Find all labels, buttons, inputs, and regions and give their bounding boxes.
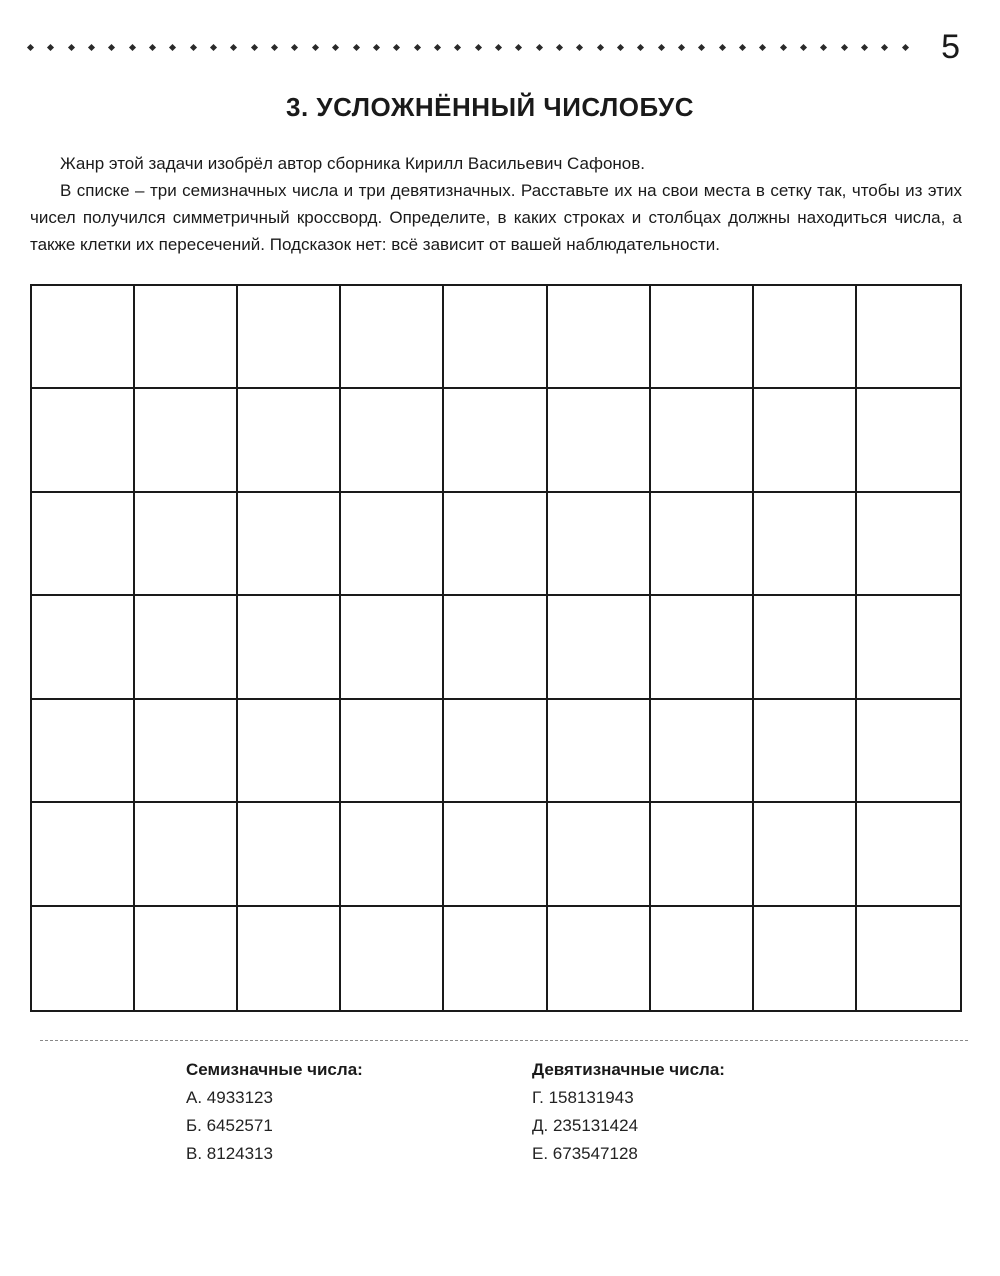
page-number: 5 xyxy=(941,28,960,66)
decorative-dot xyxy=(454,43,461,50)
list-item: А. 4933123 xyxy=(186,1088,273,1107)
grid-cell[interactable] xyxy=(238,493,341,596)
grid-cell[interactable] xyxy=(32,286,135,389)
grid-cell[interactable] xyxy=(444,389,547,492)
grid-cell[interactable] xyxy=(548,389,651,492)
grid-cell[interactable] xyxy=(444,803,547,906)
decorative-dot xyxy=(47,43,54,50)
decorative-dots-row xyxy=(28,40,908,54)
grid-cell[interactable] xyxy=(548,286,651,389)
grid-cell[interactable] xyxy=(857,389,960,492)
grid-cell[interactable] xyxy=(32,596,135,699)
decorative-dot xyxy=(434,43,441,50)
decorative-dot xyxy=(841,43,848,50)
grid-cell[interactable] xyxy=(754,286,857,389)
decorative-dot xyxy=(515,43,522,50)
grid-cell[interactable] xyxy=(238,907,341,1010)
nine-digit-list xyxy=(532,1056,725,1168)
decorative-dot xyxy=(88,43,95,50)
decorative-dot xyxy=(719,43,726,50)
grid-cell[interactable] xyxy=(341,389,444,492)
grid-cell[interactable] xyxy=(135,286,238,389)
decorative-dot xyxy=(597,43,604,50)
grid-cell[interactable] xyxy=(857,803,960,906)
decorative-dot xyxy=(861,43,868,50)
decorative-dot xyxy=(312,43,319,50)
decorative-dot xyxy=(129,43,136,50)
grid-cell[interactable] xyxy=(341,907,444,1010)
decorative-dot xyxy=(332,43,339,50)
grid-cell[interactable] xyxy=(754,803,857,906)
grid-cell[interactable] xyxy=(444,700,547,803)
grid-cell[interactable] xyxy=(444,907,547,1010)
grid-cell[interactable] xyxy=(754,907,857,1010)
grid-cell[interactable] xyxy=(857,700,960,803)
decorative-dot xyxy=(475,43,482,50)
decorative-dot xyxy=(68,43,75,50)
grid-cell[interactable] xyxy=(135,596,238,699)
grid-cell[interactable] xyxy=(651,700,754,803)
list-item: Б. 6452571 xyxy=(186,1116,273,1135)
decorative-dot xyxy=(108,43,115,50)
decorative-dot xyxy=(678,43,685,50)
grid-cell[interactable] xyxy=(238,700,341,803)
grid-cell[interactable] xyxy=(341,700,444,803)
grid-cell[interactable] xyxy=(32,493,135,596)
grid-cell[interactable] xyxy=(341,493,444,596)
decorative-dot xyxy=(230,43,237,50)
decorative-dot xyxy=(800,43,807,50)
decorative-dot xyxy=(291,43,298,50)
decorative-dot xyxy=(271,43,278,50)
grid-cell[interactable] xyxy=(548,596,651,699)
grid-cell[interactable] xyxy=(548,493,651,596)
list-item: Е. 673547128 xyxy=(532,1144,638,1163)
grid-cell[interactable] xyxy=(341,803,444,906)
decorative-dot xyxy=(902,43,909,50)
grid-cell[interactable] xyxy=(341,286,444,389)
grid-cell[interactable] xyxy=(444,493,547,596)
decorative-dot xyxy=(536,43,543,50)
decorative-dot xyxy=(413,43,420,50)
nine-digit-heading: Девятизначные числа: xyxy=(532,1060,725,1079)
grid-cell[interactable] xyxy=(857,596,960,699)
decorative-dot xyxy=(251,43,258,50)
grid-cell[interactable] xyxy=(754,596,857,699)
grid-cell[interactable] xyxy=(135,907,238,1010)
grid-cell[interactable] xyxy=(857,286,960,389)
grid-cell[interactable] xyxy=(651,493,754,596)
grid-cell[interactable] xyxy=(32,389,135,492)
decorative-dot xyxy=(149,43,156,50)
grid-cell[interactable] xyxy=(651,803,754,906)
decorative-dot xyxy=(169,43,176,50)
list-item: Д. 235131424 xyxy=(532,1116,639,1135)
grid-cell[interactable] xyxy=(135,389,238,492)
grid-cell[interactable] xyxy=(238,596,341,699)
decorative-dot xyxy=(780,43,787,50)
grid-cell[interactable] xyxy=(548,803,651,906)
grid-cell[interactable] xyxy=(238,389,341,492)
decorative-dot xyxy=(881,43,888,50)
grid-cell[interactable] xyxy=(238,286,341,389)
decorative-dot xyxy=(759,43,766,50)
grid-cell[interactable] xyxy=(32,907,135,1010)
decorative-dot xyxy=(739,43,746,50)
decorative-dot xyxy=(373,43,380,50)
grid-cell[interactable] xyxy=(444,596,547,699)
decorative-dot xyxy=(210,43,217,50)
decorative-dot xyxy=(637,43,644,50)
list-item: Г. 158131943 xyxy=(532,1088,634,1107)
decorative-dot xyxy=(617,43,624,50)
decorative-dot xyxy=(556,43,563,50)
grid-cell[interactable] xyxy=(444,286,547,389)
decorative-dot xyxy=(393,43,400,50)
grid-cell[interactable] xyxy=(341,596,444,699)
page-title: 3. УСЛОЖНЁННЫЙ ЧИСЛОБУС xyxy=(286,92,694,122)
grid-cell[interactable] xyxy=(754,700,857,803)
grid-cell[interactable] xyxy=(135,803,238,906)
grid-cell[interactable] xyxy=(135,493,238,596)
grid-cell[interactable] xyxy=(651,389,754,492)
intro-text xyxy=(30,150,962,258)
decorative-dot xyxy=(27,43,34,50)
grid-cell[interactable] xyxy=(651,907,754,1010)
decorative-dot xyxy=(576,43,583,50)
decorative-dot xyxy=(190,43,197,50)
dashed-separator xyxy=(40,1040,968,1041)
seven-digit-heading: Семизначные числа: xyxy=(186,1060,363,1079)
grid-cell[interactable] xyxy=(651,286,754,389)
list-item: В. 8124313 xyxy=(186,1144,273,1163)
decorative-dot xyxy=(352,43,359,50)
grid-cell[interactable] xyxy=(754,389,857,492)
decorative-dot xyxy=(495,43,502,50)
decorative-dot xyxy=(698,43,705,50)
intro-paragraph-author: Жанр этой задачи изобрёл автор сборника Кирилл Васильевич Сафонов. xyxy=(60,154,646,173)
seven-digit-list xyxy=(186,1056,363,1168)
grid-cell[interactable] xyxy=(238,803,341,906)
grid-cell[interactable] xyxy=(857,493,960,596)
decorative-dot xyxy=(820,43,827,50)
grid-cell[interactable] xyxy=(754,493,857,596)
grid-cell[interactable] xyxy=(548,700,651,803)
crossword-grid xyxy=(30,284,962,1012)
grid-cell[interactable] xyxy=(32,700,135,803)
grid-cell[interactable] xyxy=(32,803,135,906)
intro-paragraph-instructions: В списке – три семизначных числа и три девятизначных. Расставьте их на свои места в сетку так, чтобы из этих чисел получился симметричный кроссворд. Определите, в каких строках и столбцах должны находиться числа, а также клетки их пересечений. Подсказок нет: всё зависит от вашей наблюдательности. xyxy=(30,181,962,254)
grid-cell[interactable] xyxy=(135,700,238,803)
grid-cell[interactable] xyxy=(548,907,651,1010)
grid-cell[interactable] xyxy=(651,596,754,699)
decorative-dot xyxy=(658,43,665,50)
grid-cell[interactable] xyxy=(857,907,960,1010)
